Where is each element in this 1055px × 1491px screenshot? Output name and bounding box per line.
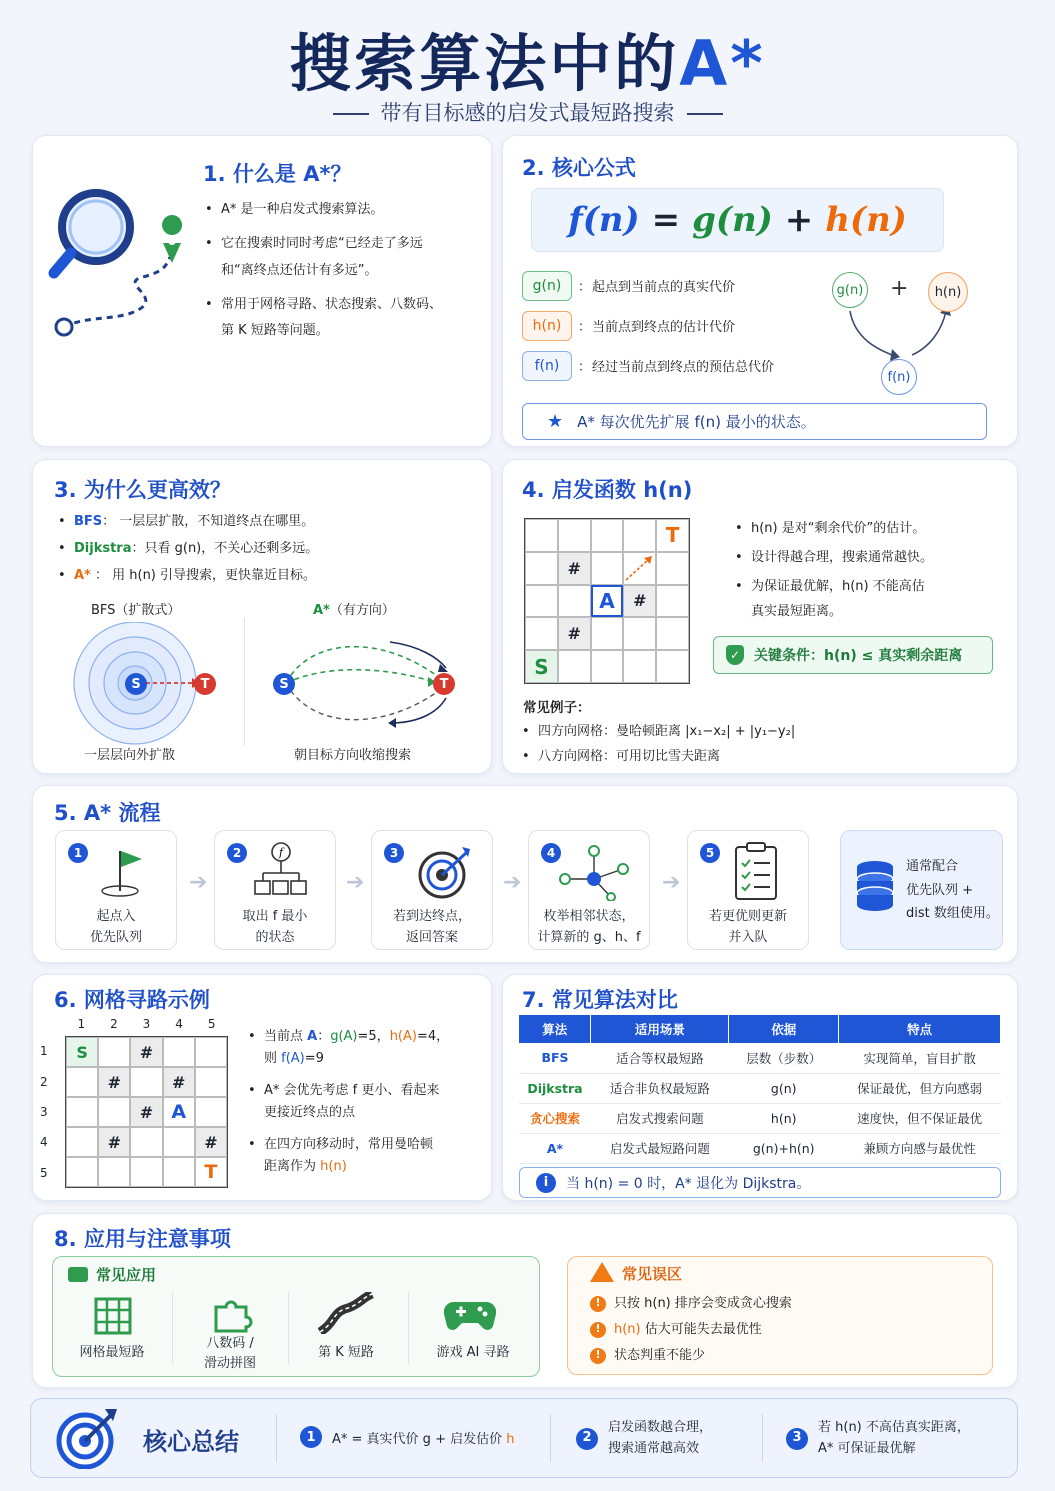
comparison-note-text: 当 h(n) = 0 时，A* 退化为 Dijkstra。 [566,1175,811,1192]
s2-title: 2. 核心公式 [522,156,636,180]
shield-check-icon: ✓ [726,645,744,665]
comparison-note [519,1167,1001,1198]
target-icon [55,1407,121,1469]
s1-title: 1. 什么是 A*？ [203,162,352,186]
colon-2: ： [578,320,592,335]
flow-arrow: ➔ [189,870,208,895]
step-label: 起点入 优先队列 [89,909,142,945]
app-8-puzzle: 八数码 / 滑动拼图 [203,1336,256,1371]
side-note-a: 通常配合 [906,859,959,874]
magnifier-path-icon [48,185,198,345]
flow-arrow: ➔ [503,870,522,895]
formula-plus: + [784,200,814,240]
heuristic-arrow [622,552,658,584]
summary-item-2: 2 启发函数越合理， 搜索通常越高效 [576,1418,712,1460]
summary-item-1: 1 A* = 真实代价 g + 启发估价 h [300,1426,514,1448]
grid-wall: # [163,1067,195,1097]
step-label: 枚举相邻状态， 计算新的 g、h、f [537,909,641,945]
astar-target-node: T [433,673,455,695]
astar-caption: 朝目标方向收缩搜索 [294,748,412,763]
summary-title: 核心总结 [143,1428,239,1456]
grid-start: S [525,650,558,683]
s6-bullet-2a: • A* 会优先考虑 f 更小、看起来 [264,1082,439,1100]
key-condition-box [713,636,993,674]
colon-3: ： [578,360,592,375]
app-k-shortest: 第 K 短路 [318,1345,374,1360]
s1-bullet-3a: • 常用于网格寻路、状态搜索、八数码、 [221,296,442,314]
s6-bullet-1b: 则 f(A)=9 [264,1051,324,1066]
astar-label-rest: （有方向） [329,603,395,618]
grid-wall: # [558,617,591,650]
step-number: 5 [700,843,720,863]
diagram-h: h(n) [928,272,968,312]
grid-current: A [163,1097,195,1127]
s8-title: 8. 应用与注意事项 [54,1227,231,1251]
s3-title: 3. 为什么更高效？ [54,478,231,502]
bfs-diagram-label: BFS（扩散式） [91,603,181,618]
tag-h: h(n) [522,311,572,341]
step-label: 若到达终点， 返回答案 [392,909,471,945]
title-main: 搜索算法中的 [289,27,680,100]
desc-f: 经过当前点到终点的预估总代价 [592,360,775,375]
flag-icon [96,843,146,897]
step-number: 3 [384,843,404,863]
step-number: 2 [227,843,247,863]
astar-key: A* [74,568,91,583]
grid-wall: # [98,1067,130,1097]
grid-wall: # [195,1127,227,1157]
s1-bullet-2a: • 它在搜索时同时考虑“已经走了多远 [221,235,423,253]
side-note-b: 优先队列 + [906,883,974,898]
colon-1: ： [578,280,592,295]
pitfall-2: ! h(n) 估大可能失去最优性 [590,1321,762,1339]
flow-arrow: ➔ [662,870,681,895]
formula-eq: = [651,200,681,240]
alert-icon: ! [590,1322,606,1338]
astar-directed-diagram [270,628,460,738]
dijkstra-desc: ：只看 g(n)，不关心还剩多远。 [131,541,319,556]
grid-wall: # [130,1097,162,1127]
pitfall-1: ! 只按 h(n) 排序会变成贪心搜索 [590,1295,792,1313]
example-manhattan: • 四方向网格：曼哈顿距离 |x₁−x₂| + |y₁−y₂| [538,723,795,741]
flow-step-5 [687,830,809,950]
app-game-ai: 游戏 AI 寻路 [436,1345,510,1360]
key-condition-text: 关键条件：h(n) ≤ 真实剩余距离 [754,648,963,664]
alert-icon: ! [590,1348,606,1364]
formula-note-text: A* 每次优先扩展 f(n) 最小的状态。 [577,413,816,431]
grid-row-labels: 1 2 3 4 5 [40,1044,48,1180]
example-chebyshev: • 八方向网格：可用切比雪夫距离 [538,748,720,766]
flow-step-3 [371,830,493,950]
step-number: 4 [541,843,561,863]
examples-heading: 常见例子： [523,700,591,716]
hierarchy-icon [251,841,311,899]
desc-g: 起点到当前点的真实代价 [592,280,736,295]
flow-step-1 [55,830,177,950]
s1-bullet-2b: 和“离终点还估计有多远”。 [221,263,378,278]
f-icon-letter: f [278,846,284,859]
s4-bullet-3b: 真实最短距离。 [751,604,843,619]
bfs-key: BFS [74,514,103,529]
desc-h: 当前点到终点的估计代价 [592,320,736,335]
bfs-caption: 一层层向外扩散 [84,748,176,763]
s3-line-astar [74,567,316,585]
s6-title: 6. 网格寻路示例 [54,988,210,1012]
formula-box [531,188,944,252]
flow-arrow: ➔ [346,870,365,895]
s6-bullet-3b: 距离作为 h(n) [264,1159,347,1174]
diagram-f: f(n) [881,359,917,395]
s4-title: 4. 启发函数 h(n) [522,478,693,502]
formula-h: h(n) [825,200,907,240]
astar-diagram-label [313,602,395,620]
s4-bullet-1: • h(n) 是对“剩余代价”的估计。 [751,520,925,538]
flow-step-4 [528,830,650,950]
astar-start-node: S [273,673,295,695]
s3-divider [244,618,245,746]
grid-wall: # [558,552,591,585]
summary-divider [550,1414,551,1462]
bfs-desc: ： 一层层扩散，不知道终点在哪里。 [102,514,315,529]
gamepad-icon [444,1296,496,1334]
heuristic-grid [524,518,690,684]
tag-g: g(n) [522,271,572,301]
pitfall-3: ! 状态判重不能少 [590,1347,705,1365]
side-note-c: dist 数组使用。 [906,906,999,921]
table-header: 算法 适用场景 依据 特点 [519,1015,1001,1043]
table-row: BFS 适合等权最短路 层数（步数） 实现简单，盲目扩散 [519,1043,1001,1073]
grid-wall: # [130,1037,162,1067]
s3-line-bfs [74,513,314,531]
step-number: 1 [68,843,88,863]
summary-divider [276,1414,277,1462]
database-icon [855,859,895,915]
dijkstra-key: Dijkstra [74,541,132,556]
s6-bullet-1a: • 当前点 A：g(A)=5，h(A)=4， [264,1028,449,1046]
star-icon: ★ [547,411,564,432]
puzzle-icon [212,1293,254,1333]
step-label: 若更优则更新 并入队 [708,909,787,945]
target-icon [412,845,472,899]
bfs-target-node: T [194,673,216,695]
summary-item-3: 3 若 h(n) 不高估真实距离， A* 可保证最优解 [786,1418,970,1460]
title-accent: A* [679,27,766,100]
example-grid [65,1036,228,1188]
s6-bullet-3a: • 在四方向移动时，常用曼哈顿 [264,1136,433,1154]
formula-f: f(n) [568,200,640,240]
s5-title: 5. A* 流程 [54,801,161,825]
app-grid-shortest-path: 网格最短路 [79,1345,145,1360]
alert-icon: ! [590,1296,606,1312]
summary-divider [762,1414,763,1462]
grid-target: T [195,1157,227,1187]
formula-g: g(n) [692,200,773,240]
grid-target: T [656,519,689,552]
flow-side-note [840,830,1003,950]
warning-triangle-icon [590,1262,614,1282]
app-divider [408,1292,409,1364]
s6-bullet-2b: 更接近终点的点 [264,1105,356,1120]
info-icon: i [536,1173,556,1193]
diagram-g: g(n) [832,272,868,308]
subtitle-text: 带有目标感的启发式最短路搜索 [380,101,675,125]
astar-label-key: A* [313,603,330,618]
network-icon [557,843,631,901]
app-divider [288,1292,289,1364]
grid-wall: # [98,1127,130,1157]
briefcase-icon [68,1267,88,1282]
checklist-icon [732,841,782,901]
page-title [0,14,1055,103]
grid-wall: # [623,585,656,618]
table-row: A* 启发式最短路问题 g(n)+h(n) 兼顾方向感与最优性 [519,1133,1001,1163]
astar-desc: ： 用 h(n) 引导搜索，更快靠近目标。 [90,568,317,583]
road-icon [318,1292,374,1334]
step-label: 取出 f 最小 的状态 [242,909,308,945]
applications-heading: 常见应用 [68,1264,156,1285]
subtitle [0,97,1055,127]
s1-bullet-3b: 第 K 短路等问题。 [221,323,329,338]
grid-start: S [66,1037,98,1067]
table-row: Dijkstra 适合非负权最短路 g(n) 保证最优，但方向感弱 [519,1073,1001,1103]
tag-f: f(n) [522,351,572,381]
diagram-plus: + [890,276,909,301]
flow-step-2 [214,830,336,950]
app-divider [172,1292,173,1364]
table-row: 贪心搜索 启发式搜索问题 h(n) 速度快，但不保证最优 [519,1103,1001,1133]
s1-bullet-1: • A* 是一种启发式搜索算法。 [221,201,384,219]
pitfalls-heading: 常见误区 [590,1262,682,1284]
s7-title: 7. 常见算法对比 [522,988,678,1012]
comparison-table [519,1015,1001,1164]
formula-note [522,403,987,440]
s4-bullet-2: • 设计得越合理，搜索通常越快。 [751,549,933,567]
s4-bullet-3a: • 为保证最优解，h(n) 不能高估 [751,578,925,596]
grid-current: A [591,585,624,618]
s3-line-dijkstra [74,540,318,558]
grid-icon [94,1297,132,1335]
bfs-start-node: S [125,673,147,695]
grid-col-labels: 1 2 3 4 5 [77,1017,216,1031]
